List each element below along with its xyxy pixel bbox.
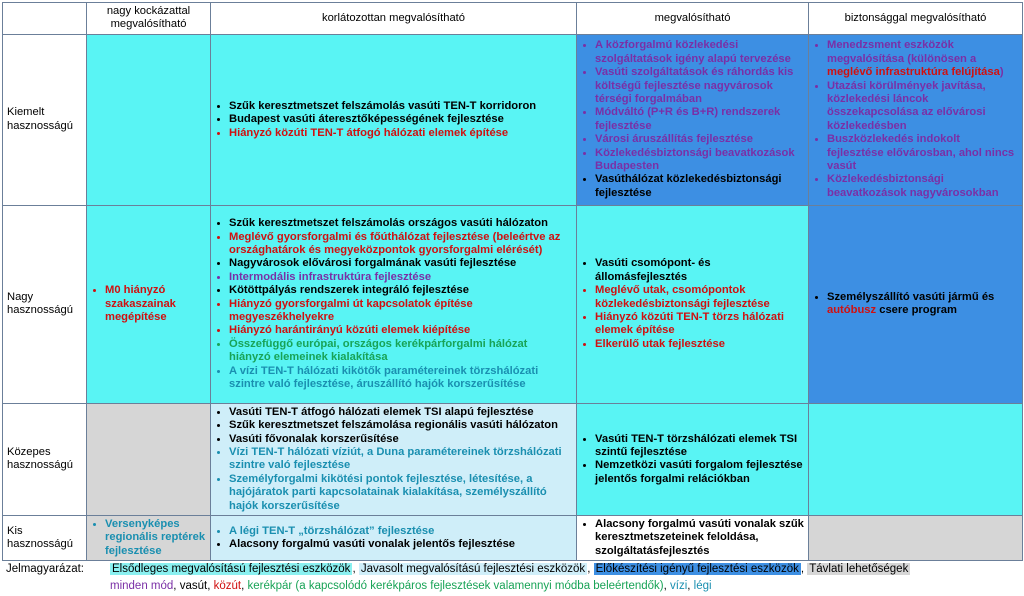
header-row: [3, 3, 1023, 35]
corner-cell: [3, 3, 87, 35]
list-item: • Közlekedésbiztonsági beavatkozások Budapesten: [595, 147, 804, 174]
cell-kiemelt-safe: [809, 34, 1023, 205]
list-item: • Módváltó (P+R és B+R) rendszerek fejlesztése: [595, 106, 804, 133]
row-header-kiemelt: Kiemelt hasznosságú: [3, 34, 87, 205]
cell-nagy-safe: [809, 205, 1023, 403]
cell-kozepes-feasible: [577, 403, 809, 515]
legend-line-modes: minden mód, vasút, közút, kerékpár (a kapcsolódó kerékpáros fejlesztések valamennyi módba beleértendők), vízi, légi: [110, 580, 712, 592]
legend-recommended: Javasolt megvalósítású fejlesztési eszközök: [360, 563, 586, 575]
legend-primary: Elsődleges megvalósítású fejlesztési eszközök: [112, 563, 351, 575]
list-item: • Vasúti fővonalak korszerűsítése: [229, 433, 572, 446]
item-text: ): [999, 66, 1004, 79]
legend-mode-air: légi: [693, 580, 712, 592]
legend-label: Jelmagyarázat:: [6, 563, 84, 575]
legend: [6, 561, 1020, 595]
item-text: csere program: [876, 304, 957, 317]
cell-kiemelt-high-risk: [87, 34, 211, 205]
list-item: • A vízi TEN-T hálózati kikötők paramétereinek törzshálózati szintre való fejlesztése, áruszállító hajók korszerűsítése: [229, 365, 572, 392]
row-header-kis: Kis hasznosságú: [3, 516, 87, 561]
legend-mode-water: vízi: [670, 580, 688, 592]
list-item: • Alacsony forgalmú vasúti vonalak jelentős fejlesztése: [229, 538, 572, 551]
legend-mode-rail: vasút: [179, 580, 208, 592]
col-header-limited: korlátozottan megvalósítható: [211, 3, 577, 35]
item-text: Menedzsment eszközök megvalósítása (különösen a: [827, 39, 977, 65]
cell-kiemelt-limited: [211, 34, 577, 205]
col-header-high-risk: nagy kockázattal megvalósítható: [87, 3, 211, 35]
list-item: • Intermodális infrastruktúra fejlesztése: [229, 271, 572, 284]
row-kiemelt: [3, 34, 1023, 205]
list-item: • Alacsony forgalmú vasúti vonalak szűk keresztmetszeteinek feloldása, szolgáltatásfejlesztés: [595, 518, 804, 558]
list-item: • A légi TEN-T „törzshálózat” fejlesztése: [229, 525, 572, 538]
list-item: • Összefüggő európai, országos kerékpárforgalmi hálózat hiányzó elemeinek kialakítása: [229, 338, 572, 365]
col-header-feasible: megvalósítható: [577, 3, 809, 35]
list-item: • Versenyképes regionális reptérek fejlesztése: [105, 518, 206, 558]
list-item: • Vasúti TEN-T átfogó hálózati elemek TSI alapú fejlesztése: [229, 406, 572, 419]
list-item: • Személyforgalmi kikötési pontok fejlesztése, létesítése, a hajójáratok parti kapcsolatainak kialakítása, személyszállító hajók korszerűsítése: [229, 473, 572, 513]
legend-mode-road: közút: [213, 580, 242, 592]
list-item: • Meglévő gyorsforgalmi és főúthálózat fejlesztése (beleértve az országhatárok és megyeközpontok gyorsforgalmi elérését): [229, 231, 572, 258]
list-item: • Vasúti TEN-T törzshálózati elemek TSI szintű fejlesztése: [595, 433, 804, 460]
list-item: • Budapest vasúti áteresztőképességének fejlesztése: [229, 113, 572, 126]
item-text: Személyszállító vasúti jármű és: [827, 290, 995, 303]
list-item: • Meglévő utak, csomópontok közlekedésbiztonsági fejlesztése: [595, 284, 804, 311]
list-item: • A közforgalmú közlekedési szolgáltatások igény alapú tervezése: [595, 39, 804, 66]
cell-kozepes-safe: [809, 403, 1023, 515]
priority-matrix-table: [2, 2, 1023, 561]
cell-kiemelt-feasible: [577, 34, 809, 205]
list-item: • Közlekedésbiztonsági beavatkozások nagyvárosokban: [827, 173, 1018, 200]
list-item: • Vasúti szolgáltatások és ráhordás kis költségű fejlesztése nagyvárosok térségi forgalmában: [595, 66, 804, 106]
list-item: • Szűk keresztmetszet felszámolás vasúti TEN-T korridoron: [229, 100, 572, 113]
row-header-nagy: Nagy hasznosságú: [3, 205, 87, 403]
row-kis: [3, 516, 1023, 561]
legend-line-categories: Jelmagyarázat: Elsődleges megvalósítású fejlesztési eszközök , Javasolt megvalósítású fejlesztési eszközök , Előkészítési igényű fejlesztési eszközök , Távlati lehetőségek: [6, 561, 1020, 578]
list-item: • Hiányzó gyorsforgalmi út kapcsolatok építése megyeszékhelyekre: [229, 298, 572, 325]
legend-future: Távlati lehetőségek: [809, 563, 909, 575]
list-item: • M0 hiányzó szakaszainak megépítése: [105, 284, 206, 324]
cell-kis-limited: [211, 516, 577, 561]
row-kozepes: [3, 403, 1023, 515]
item-text-road: meglévő infrastruktúra felújítása: [827, 66, 1000, 79]
list-item: • Elkerülő utak fejlesztése: [595, 338, 804, 351]
list-item: • Nagyvárosok elővárosi forgalmának vasúti fejlesztése: [229, 257, 572, 270]
list-item: • Buszközlekedés indokolt fejlesztése elővárosban, ahol nincs vasút: [827, 133, 1018, 173]
list-item: • Utazási körülmények javítása, közlekedési láncok összekapcsolása az elővárosi közlekedésben: [827, 80, 1018, 134]
cell-nagy-feasible: [577, 205, 809, 403]
list-item: • Hiányzó harántirányú közúti elemek kiépítése: [229, 324, 572, 337]
legend-mode-bicycle: kerékpár (a kapcsolódó kerékpáros fejlesztések valamennyi módba beleértendők): [247, 580, 664, 592]
list-item: • Vasúti csomópont- és állomásfejlesztés: [595, 257, 804, 284]
cell-nagy-limited: [211, 205, 577, 403]
cell-kozepes-high-risk: [87, 403, 211, 515]
cell-kis-safe: [809, 516, 1023, 561]
row-nagy: [3, 205, 1023, 403]
row-header-kozepes: Közepes hasznosságú: [3, 403, 87, 515]
item-text-road: autóbusz: [827, 304, 877, 317]
list-item: • Kötöttpályás rendszerek integráló fejlesztése: [229, 284, 572, 297]
list-item: • Városi áruszállítás fejlesztése: [595, 133, 804, 146]
cell-nagy-high-risk: [87, 205, 211, 403]
list-item: [827, 291, 1018, 318]
list-item: • Hiányzó közúti TEN-T átfogó hálózati elemek építése: [229, 127, 572, 140]
legend-preparation: Előkészítési igényű fejlesztési eszközök: [595, 563, 799, 575]
col-header-safe: biztonsággal megvalósítható: [809, 3, 1023, 35]
list-item: • Nemzetközi vasúti forgalom fejlesztése jelentős forgalmi relációkban: [595, 459, 804, 486]
list-item: • Szűk keresztmetszet felszámolás országos vasúti hálózaton: [229, 217, 572, 230]
list-item: [827, 39, 1018, 79]
cell-kis-high-risk: [87, 516, 211, 561]
list-item: • Szűk keresztmetszet felszámolása regionális vasúti hálózaton: [229, 419, 572, 432]
list-item: • Hiányzó közúti TEN-T törzs hálózati elemek építése: [595, 311, 804, 338]
legend-mode-all: minden mód: [110, 580, 174, 592]
list-item: • Vasúthálózat közlekedésbiztonsági fejlesztése: [595, 173, 804, 200]
list-item: • Vízi TEN-T hálózati víziút, a Duna paramétereinek törzshálózati szintre való fejlesztése: [229, 446, 572, 473]
cell-kis-feasible: [577, 516, 809, 561]
cell-kozepes-limited: [211, 403, 577, 515]
